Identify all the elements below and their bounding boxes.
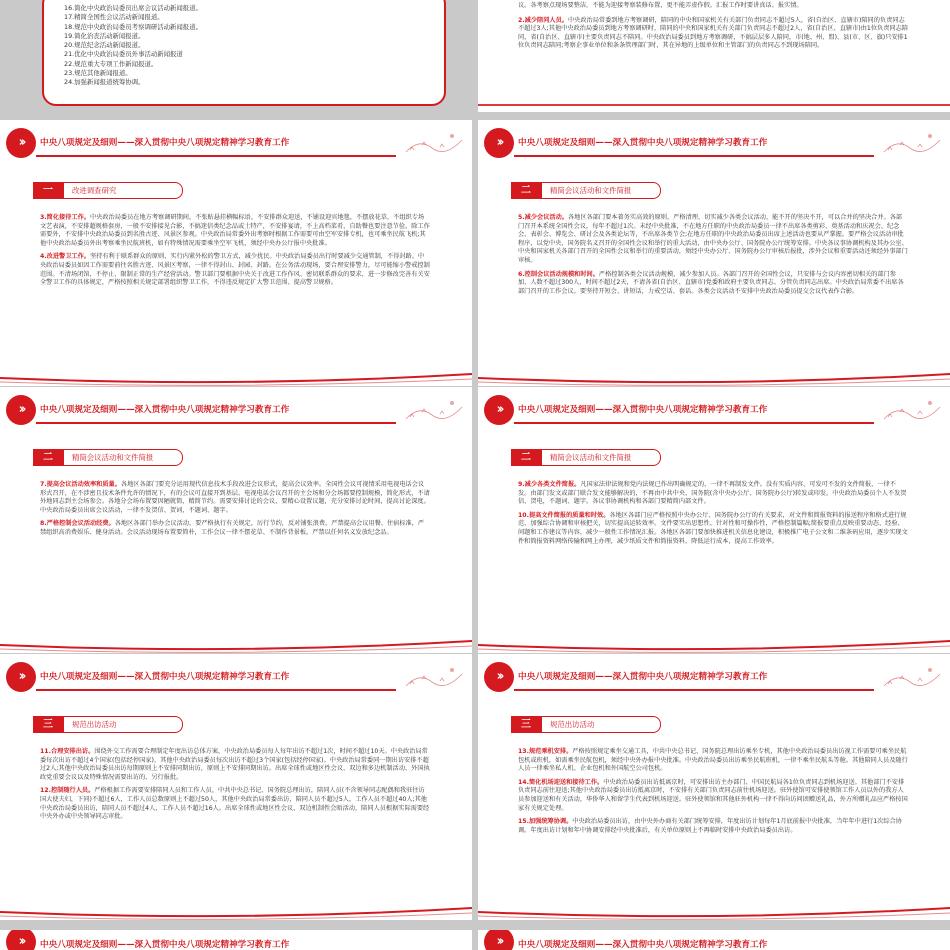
- slide: [0, 387, 472, 653]
- paragraph-text: 各地区各部门应严格按照中央办公厅、国务院办公厅的有关要求，对文件和简报资料的报送程序和格式进行规范，加强综合协调和审核把关，切实提高运转效率。文件要实出思想性、针对性和可操作性，严格控制篇幅;简报要重点反映重要动态、经验、问题和工作建议等内容，减少一般性工作情况汇报。各地区各部门要加快推进机关信息化建设，积极推广电子公文和二维条码应用，逐步实现文件和简报资料网络传输和网上办理，减少纸质文件和简报资料，降低运行成本，提高工作效率。: [518, 511, 908, 545]
- paragraph-text: 坚持有利于联系群众的原则，实行内紧外松的警卫方式，减少扰民。中央政治局委员出行时要减少交通管制，不得封路。中央政治局委员如因工作需要前往名胜古迹、风景区考察，一律不得封山、封园、封路。在公务活动现场，要合理安排警力，尽可能缩小警戒控制范围。不清场闭馆，不停止、限制正常的生产经营活动。警卫部门要根据中央关于改进工作作风、密切联系群众的要求，进一步修改完善有关安全警卫工作的具体规定，严格按照相关规定部署组织警卫工作，不得违反规定扩大警卫范围、提高警卫规格。: [40, 253, 430, 287]
- regulation-list: [64, 4, 202, 88]
- list-item: 19.简化治丧活动新闻报道。: [64, 31, 145, 40]
- slide-header-title: 中央八项规定及细则——深入贯彻中央八项规定精神学习教育工作: [518, 672, 768, 682]
- paragraph-heading: 14.简化机场迎送和接待工作。: [518, 778, 604, 786]
- slide: [478, 654, 950, 920]
- bottom-wave-decoration: [0, 633, 472, 653]
- bottom-divider: [478, 104, 950, 106]
- slide: [0, 120, 472, 386]
- bottom-wave-decoration: [478, 900, 950, 920]
- paragraph-heading: 3.简化接待工作。: [40, 214, 90, 221]
- slide-header-title: 中央八项规定及细则——深入贯彻中央八项规定精神学习教育工作: [518, 405, 768, 415]
- double-chevron-right-icon: ››: [484, 930, 514, 950]
- double-chevron-right-icon: ››: [484, 128, 514, 158]
- double-chevron-right-icon: ››: [6, 662, 36, 692]
- slide-header-title: 中央八项规定及细则——深入贯彻中央八项规定精神学习教育工作: [40, 672, 290, 682]
- slide-body: [518, 481, 908, 551]
- great-wall-ornament-icon: [404, 662, 464, 692]
- paragraph-text: 中央政治局委员出访抵离京时，可安排出访主办部门、中国民航局各1位负责同志到机场迎送。其他部门不安排负责同志前往迎送;其他中央政治局委员出访抵离京时，不安排有关部门负责同志前往机场迎送。驻外使馆可安排使领馆工作人员以外的我方人员参加迎送和有关活动，华侨华人和留学生代表到机场迎送。驻外使领馆和其他驻外机构一律不得向访问团赠送礼品，外方所赠礼品应严格按国家有关规定处理。: [518, 778, 908, 812]
- paragraph-text: 各地区各部门举办会议活动，要严格执行有关规定，厉行节约，反对铺张浪费。严禁提高会议用餐、住宿标准，严禁组织高消费娱乐、健身活动。会议活动现场布置要简朴，工作会议一律不摆花草、不制作背景板。严禁以任何名义发放纪念品。: [40, 520, 425, 536]
- list-item: 16.简化中央政治局委员出席会议活动新闻报道。: [64, 4, 202, 12]
- double-chevron-right-icon: ››: [484, 395, 514, 425]
- bottom-wave-decoration: [0, 366, 472, 386]
- paragraph: 2.减少陪同人员。中央政治局常委到地方考察调研，陪同的中央和国家机关有关部门负责同志不超过5人，省(自治区、直辖市)陪同的负责同志不超过3人;其他中央政治局委员到地方考察调研时，陪同的中央和国家机关有关部门负责同志不超过2人，省(自治区、直辖市)由1位负责同志陪同，省(自治区、直辖市)主要负责同志不陪同。中央政治局委员到地方考察调研，不搞层层多人陪同，市(地、州、盟)、县(市、区、旗)只安排1位负责同志陪同;考察企事业单位和条条管理部门时，其在异地的上级单位和主管部门的负责同志不到现场陪同。: [518, 16, 908, 50]
- slide-header-title: 中央八项规定及细则——深入贯彻中央八项规定精神学习教育工作: [40, 940, 290, 950]
- list-item: 20.规范纪念活动新闻报道。: [64, 41, 145, 50]
- slide-body: [40, 748, 430, 827]
- paragraph-text: 严格按照规定乘坐交通工具，中共中央总书记、国务院总理出访乘坐专机，其他中央政治局委员出访视工作需要可乘坐民航包机或班机，如需乘坐民航包机，须经中央外办报中央批准。中央政治局委员出访乘坐民航班机，一律不乘坐民航头等舱。其他陪同人员及随行人员一律乘坐私人机、企业包机和外国航空公司包机。: [518, 748, 908, 773]
- slide-header-title: 中央八项规定及细则——深入贯彻中央八项规定精神学习教育工作: [518, 940, 768, 950]
- slide-body: [518, 214, 908, 301]
- paragraph-text: 中央政治局委员在地方考察调研期间，不张贴悬挂横幅标语，不安排群众迎送，不铺设迎宾地毯，不摆放花草，不组织专场文艺表演，不安排超规格套房，一般不安排接见合影，不搞迷信类纪念品或土特产，不安排宴请，不上高档菜肴，自助餐也要注意节俭。除工作需要外，不安排中央政治局委员到名胜古迹、风景区参观。中央政治局常委外出考察时根据工作需要可由空军安排专机，也可乘坐民航飞机;其他中央政治局委员外出考察乘坐民航班机，如有特殊情况需要乘坐空军飞机，须经中央办公厅报中央批准。: [40, 214, 430, 247]
- section-number: 三: [33, 716, 63, 733]
- section-title: 规范出访活动: [63, 716, 183, 733]
- paragraph-text: 各地区各部门要充分运用现代信息技术手段改进会议形式，提高会议效率。全国性会议可视情采用电视电话会议形式召开，在不涉密且技术条件允许的情况下，有的会议可直接开到基层。电视电话会议召开的主会场和分会场都要控制规模，简化形式，不请外地同志到主会场参会。各地分会场布置要因陋就简，精简节约。需要安排讨论的会议，要精心设置议题，充分安排讨论时间，提高讨论深度。中央政治局委员出席会议活动，一律不发贺信、贺词，不题词、题字。: [40, 481, 430, 514]
- double-chevron-right-icon: ››: [6, 128, 36, 158]
- great-wall-ornament-icon: [882, 395, 942, 425]
- paragraph-heading: 13.规范乘机安排。: [518, 748, 573, 755]
- paragraph-text: 凡国家法律法规和党内法规已作出明确规定的，一律不再制发文件。没有实质内容、可发可不发的文件简报，一律不发。由部门发文或部门联合发文能够解决的，不再由中共中央、国务院(含中央办公厅、国务院办公厅)转发或印发。中央政治局委员个人不发贺信、贺电，不题词、题字。各议事协调机构和各部门要精简内部文件。: [518, 481, 907, 506]
- paragraph: [518, 748, 908, 774]
- header-underline: [36, 422, 396, 424]
- paragraph: [40, 481, 430, 515]
- header-underline: [514, 689, 874, 691]
- list-item: 23.规范其他新闻报道。: [64, 69, 132, 78]
- paragraph: [518, 271, 908, 297]
- paragraph: [518, 214, 908, 266]
- great-wall-ornament-icon: [404, 395, 464, 425]
- section-number: 二: [511, 449, 541, 466]
- paragraph-heading: 12.控制随行人员。: [40, 787, 95, 795]
- slide-bottom-right: [478, 930, 950, 950]
- section-title: 规范出访活动: [541, 716, 661, 733]
- header-underline: [514, 155, 874, 157]
- header-underline: [514, 422, 874, 424]
- list-item: 22.规范重大专项工作新闻报道。: [64, 59, 158, 68]
- regulation-list-box: [42, 0, 446, 106]
- section-number: 三: [511, 716, 541, 733]
- list-item: 21.优化中央政治局委员外事活动新闻报道: [64, 50, 183, 59]
- list-item: 18.规范中央政治局委员考察调研活动新闻报道。: [64, 22, 202, 31]
- slide: [0, 654, 472, 920]
- section-number: 二: [511, 182, 541, 199]
- paragraph-heading: 9.减少各类文件简报。: [518, 481, 581, 488]
- paragraph-heading: 10.提高文件简报的质量和时效。: [518, 511, 610, 519]
- great-wall-ornament-icon: [882, 662, 942, 692]
- section-title: 精简会议活动和文件简报: [63, 449, 183, 466]
- slide-header-title: 中央八项规定及细则——深入贯彻中央八项规定精神学习教育工作: [518, 138, 768, 148]
- paragraph: [40, 253, 430, 287]
- paragraph-text: 围绕外交工作需要合理制定年度出访总体方案，中央政治局委员每人每年出访不超过1次，时间不超过10天。中央政治局常委每次出访不超过4个国家(包括经停国家)，其他中央政治局委员每次出访不超过3个国家(包括经停国家)。中央政治局常委同一期出访安排不超过2人;其他中央政治局委员出访每期原则上不安排同期出访，原则上不安排同期出访。出席全球性或地区性会议、双边和多边机制活动、外国执政党重要会议以及特殊情况需要出访的，另行报批。: [40, 748, 430, 781]
- bottom-wave-decoration: [0, 900, 472, 920]
- paragraph: [518, 481, 908, 507]
- slide-header-title: 中央八项规定及细则——深入贯彻中央八项规定精神学习教育工作: [40, 405, 290, 415]
- double-chevron-right-icon: ››: [484, 662, 514, 692]
- paragraph: [518, 818, 908, 835]
- paragraph-text: 中央政治局委员出访，由中央外办商有关部门统筹安排，年度出访计划每年1月底前报中央批准，当年年中进行1次综合协调。年度出访计划和年中协调安排经中央批准后，有关单位原则上不再临时安排中央政治局委员出访。: [518, 818, 902, 834]
- section-title: 精简会议活动和文件简报: [541, 449, 661, 466]
- paragraph: [40, 748, 430, 782]
- paragraph-heading: 15.加强统筹协调。: [518, 818, 573, 826]
- section-number: 一: [33, 182, 63, 199]
- double-chevron-right-icon: ››: [6, 930, 36, 950]
- paragraph-text: 严格控制各类会议活动规模，减少参加人员。各部门召开的全国性会议，只安排与会议内容密切相关的部门参加，人数不超过300人，时间不超过2天，不请各省(自治区、直辖市)党委和政府主要负责同志、分管负责同志出席。中央政治局常委不出席各部门召开的工作会议。要坚持开短会、讲短话，力戒空话、套话。各类会议活动不安排中央政治局委员提交会议代表作合影。: [518, 270, 904, 295]
- slide-body: [518, 2, 908, 56]
- paragraph-heading: 4.改进警卫工作。: [40, 253, 90, 261]
- section-title: 改进调查研究: [63, 182, 183, 199]
- paragraph: [40, 787, 430, 821]
- slide-body: [40, 214, 430, 293]
- slide-header-title: 中央八项规定及细则——深入贯彻中央八项规定精神学习教育工作: [40, 138, 290, 148]
- paragraph-heading: 5.减少会议活动。: [518, 214, 568, 221]
- slide: [478, 120, 950, 386]
- slide-body: [40, 481, 430, 543]
- section-number: 二: [33, 449, 63, 466]
- paragraph: [40, 520, 430, 537]
- list-item: 17.精简全国性会议活动新闻报道。: [64, 13, 164, 22]
- paragraph: [40, 214, 430, 248]
- slide-bottom-left: [0, 930, 472, 950]
- paragraph: [518, 779, 908, 813]
- paragraph-text: 各地区各部门要本着务实高效的原则，严格清理、切实减少各类会议活动，能不开的坚决不开，可以合并的坚决合并。各部门召开本系统全国性会议，每年不超过1次。未经中央批准，不在地方任职的中央政治局委员一律不出席各类剪彩、奠基活动和庆祝会、纪念会、表彰会、博览会、研讨会及各类论坛等，不出席各类节会;在地方任职的中央政治局委员出席上述活动也要从严掌握。要严格会议活动审批程序，以党中央、国务院名义召开的全国性会议和举行的重大活动，由中央办公厅、国务院办公厅统筹安排。中央各议事协调机构及其办公室、中央和国家机关各部门召开的全国性会议和举行的重要活动，须经中央办公厅、国务院办公厅审核后报批，涉外会议和重要活动还须经外事部门审核。: [518, 214, 908, 264]
- list-item: 24.加强新闻报道统筹协调。: [64, 78, 145, 87]
- header-underline: [36, 689, 396, 691]
- paragraph-heading: 6.控制会议活动规模和时间。: [518, 270, 599, 278]
- double-chevron-right-icon: ››: [6, 395, 36, 425]
- paragraph-heading: 11.合理安排出访。: [40, 748, 95, 755]
- great-wall-ornament-icon: [404, 128, 464, 158]
- section-title: 精简会议活动和文件简报: [541, 182, 661, 199]
- bottom-wave-decoration: [478, 633, 950, 653]
- paragraph: 议。各考察点现场要整洁，不能为迎接考察装修布置，更不能弄虚作假。汇报工作时要讲真话、报实情。: [518, 2, 803, 9]
- paragraph-text: 严格根据工作需要安排陪同人员和工作人员，中共中央总书记、国务院总理出访，陪同人员(不含领导同志配偶和我驻往访国大使夫妇，下同)不超过6人，工作人员总数原则上不超过50人，其他中央政治局常委出访，陪同人员不超过5人，工作人员不超过40人;其他中央政治局委员出访，陪同人员不超过4人，工作人员不超过16人。出席全球性或地区性会议、双边机制性会晤活动，陪同人员根据实际需要经中央外办或中央领导同志审批。: [40, 787, 430, 821]
- slide-top-right: [478, 0, 950, 112]
- paragraph-heading: 7.提高会议活动效率和质量。: [40, 481, 121, 488]
- bottom-wave-decoration: [478, 366, 950, 386]
- paragraph-heading: 8.严格控制会议活动经费。: [40, 520, 115, 528]
- slide: [478, 387, 950, 653]
- slide-top-left: [0, 0, 472, 112]
- header-underline: [36, 155, 396, 157]
- paragraph: [518, 512, 908, 546]
- great-wall-ornament-icon: [882, 128, 942, 158]
- slide-body: [518, 748, 908, 840]
